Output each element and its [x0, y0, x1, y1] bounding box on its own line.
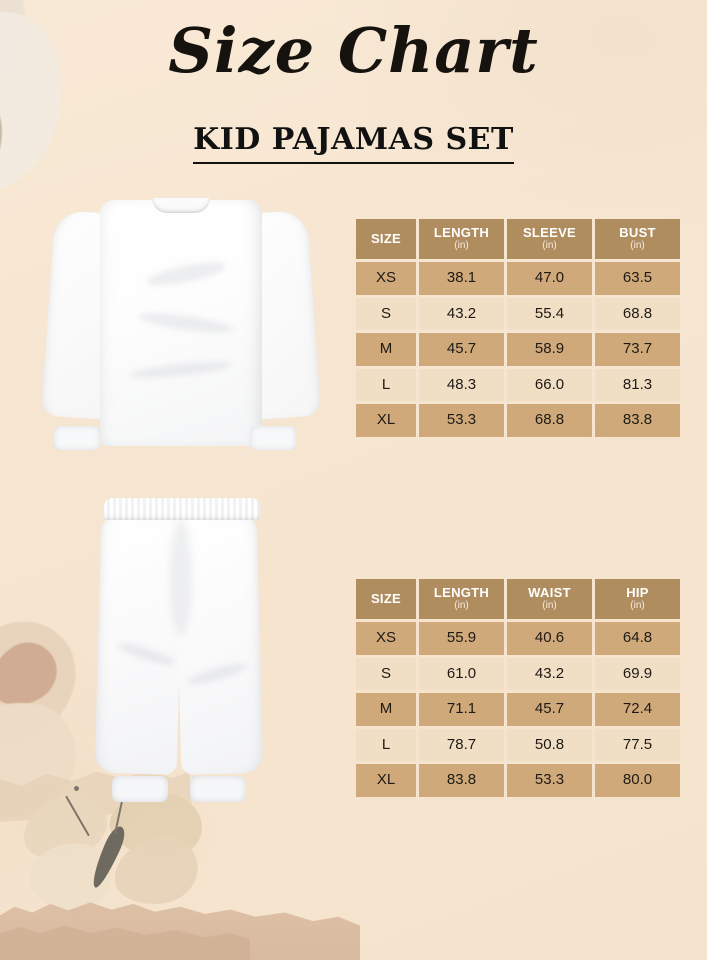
table-row — [356, 404, 680, 437]
cell-waist: 45.7 — [507, 693, 592, 726]
page-title: Size Chart — [168, 14, 539, 87]
column-header-size: SIZE — [356, 579, 416, 619]
cell-hip: 69.9 — [595, 658, 680, 691]
column-header-size: SIZE — [356, 219, 416, 259]
table-header-row — [356, 219, 680, 259]
cell-bust: 73.7 — [595, 333, 680, 366]
cell-waist: 43.2 — [507, 658, 592, 691]
cell-waist: 40.6 — [507, 622, 592, 655]
top-size-table — [353, 216, 683, 440]
cell-sleeve: 47.0 — [507, 262, 592, 295]
table-row — [356, 729, 680, 762]
cell-bust: 68.8 — [595, 298, 680, 331]
page-subtitle: KID PAJAMAS SET — [193, 122, 514, 164]
page-subtitle-wrap — [0, 122, 707, 164]
cell-size: XS — [356, 262, 416, 295]
cell-size: XL — [356, 764, 416, 797]
cell-length: 83.8 — [419, 764, 504, 797]
column-unit: (in) — [630, 239, 645, 251]
cell-size: S — [356, 298, 416, 331]
cell-bust: 63.5 — [595, 262, 680, 295]
column-unit: (in) — [454, 599, 469, 611]
table-row — [356, 658, 680, 691]
column-header-bust: BUST (in) — [595, 219, 680, 259]
pajama-jogger-pants-image — [86, 498, 276, 798]
column-unit: (in) — [542, 599, 557, 611]
table-row — [356, 622, 680, 655]
column-unit: (in) — [542, 239, 557, 251]
cell-hip: 77.5 — [595, 729, 680, 762]
cell-sleeve: 68.8 — [507, 404, 592, 437]
column-header-waist: WAIST (in) — [507, 579, 592, 619]
cell-length: 38.1 — [419, 262, 504, 295]
cell-size: XL — [356, 404, 416, 437]
column-header-hip: HIP (in) — [595, 579, 680, 619]
table-row — [356, 262, 680, 295]
column-unit: (in) — [454, 239, 469, 251]
paper-butterfly-icon — [18, 790, 208, 920]
table-row — [356, 333, 680, 366]
cell-length: 53.3 — [419, 404, 504, 437]
cell-size: L — [356, 729, 416, 762]
cell-sleeve: 66.0 — [507, 369, 592, 402]
cell-size: M — [356, 333, 416, 366]
cell-waist: 50.8 — [507, 729, 592, 762]
cell-hip: 72.4 — [595, 693, 680, 726]
table-header-row — [356, 579, 680, 619]
cell-length: 43.2 — [419, 298, 504, 331]
cell-length: 48.3 — [419, 369, 504, 402]
column-header-length: LENGTH (in) — [419, 579, 504, 619]
cell-bust: 81.3 — [595, 369, 680, 402]
cell-size: L — [356, 369, 416, 402]
column-header-length: LENGTH (in) — [419, 219, 504, 259]
table-row — [356, 298, 680, 331]
cell-hip: 64.8 — [595, 622, 680, 655]
long-sleeve-pajama-top-image — [42, 196, 320, 448]
cell-bust: 83.8 — [595, 404, 680, 437]
table-row — [356, 369, 680, 402]
cell-length: 71.1 — [419, 693, 504, 726]
cell-length: 55.9 — [419, 622, 504, 655]
table-row — [356, 764, 680, 797]
column-unit: (in) — [630, 599, 645, 611]
bottom-size-table — [353, 576, 683, 800]
cell-sleeve: 58.9 — [507, 333, 592, 366]
cell-hip: 80.0 — [595, 764, 680, 797]
table-row — [356, 693, 680, 726]
cell-waist: 53.3 — [507, 764, 592, 797]
cell-size: S — [356, 658, 416, 691]
cell-size: XS — [356, 622, 416, 655]
cell-length: 45.7 — [419, 333, 504, 366]
cell-length: 78.7 — [419, 729, 504, 762]
cell-size: M — [356, 693, 416, 726]
cell-length: 61.0 — [419, 658, 504, 691]
column-header-sleeve: SLEEVE (in) — [507, 219, 592, 259]
cell-sleeve: 55.4 — [507, 298, 592, 331]
